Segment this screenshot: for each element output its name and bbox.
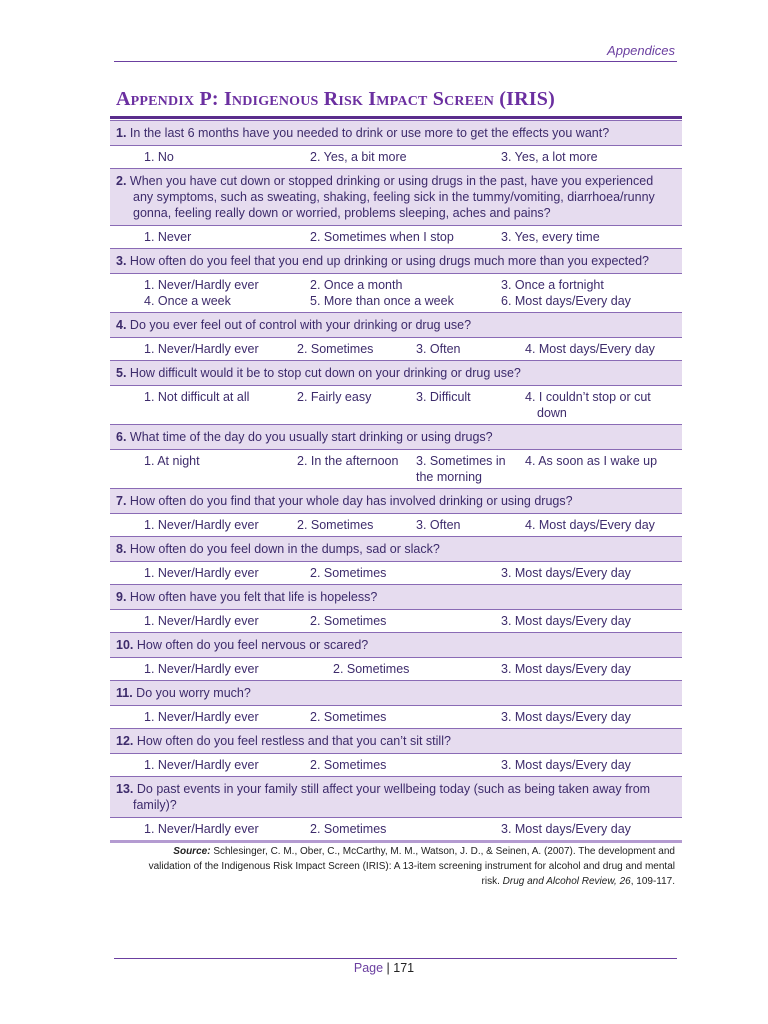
question-label: In the last 6 months have you needed to drink or use more to get the effects you want? — [129, 126, 610, 140]
answer-row — [110, 146, 682, 169]
answer-option: 1. At night — [144, 454, 200, 468]
source-citation — [140, 844, 675, 889]
question-number: 8. — [116, 542, 127, 556]
answer-option: 1. Never/Hardly ever — [144, 278, 259, 292]
question-label: How often do you feel nervous or scared? — [136, 638, 369, 652]
question-row — [110, 681, 682, 706]
question-row — [110, 361, 682, 386]
question-row — [110, 121, 682, 146]
question-text — [116, 781, 676, 813]
question-text — [116, 173, 676, 221]
answer-option: 3. Yes, a lot more — [501, 150, 598, 164]
question-row — [110, 425, 682, 450]
answer-options — [110, 341, 682, 357]
answer-option: 3. Most days/Every day — [501, 566, 631, 580]
question-number: 9. — [116, 590, 127, 604]
answer-option: 1. Never/Hardly ever — [144, 758, 259, 772]
answer-option: 1. Never/Hardly ever — [144, 822, 259, 836]
question-text — [116, 541, 676, 557]
question-number: 7. — [116, 494, 127, 508]
answer-option: 1. Never/Hardly ever — [144, 710, 259, 724]
answer-option: 2. In the afternoon — [297, 454, 399, 468]
question-label: How often do you find that your whole day has involved drinking or using drugs? — [129, 494, 573, 508]
answer-option: 6. Most days/Every day — [501, 294, 631, 308]
answer-option: 3. Most days/Every day — [501, 710, 631, 724]
question-text — [116, 429, 676, 445]
page-number: 171 — [393, 961, 415, 975]
header-divider — [114, 61, 677, 62]
running-header: Appendices — [607, 43, 675, 58]
source-text: Schlesinger, C. M., Ober, C., McCarthy, M. M., Watson, J. D., & Seinen, A. (2007). The development and validation of the Indigenous Risk Impact Screen (IRIS): A 13-item screening instrument for alcohol and drug and mental risk. — [148, 846, 675, 887]
question-label: Do past events in your family still affect your wellbeing today (such as being taken away from family)? — [133, 782, 651, 812]
question-row — [110, 169, 682, 226]
question-text — [116, 733, 676, 749]
answer-option: 3. Yes, every time — [501, 230, 600, 244]
answer-row — [110, 386, 682, 425]
question-text — [116, 637, 676, 653]
answer-option: 2. Sometimes — [297, 518, 374, 532]
footer-divider — [114, 958, 677, 959]
page-title: Appendix P: Indigenous Risk Impact Screen (IRIS) — [116, 88, 555, 110]
question-text — [116, 365, 676, 381]
question-row — [110, 729, 682, 754]
answer-row — [110, 818, 682, 841]
question-label: When you have cut down or stopped drinking or using drugs in the past, have you experienced any symptoms, such as sweating, shaking, feeling sick in the tummy/vomiting, diarrhoea/runny gonna, feeling really down or worried, problems sleeping, aches and pains? — [129, 174, 655, 220]
question-row — [110, 537, 682, 562]
answer-option: 3. Most days/Every day — [501, 614, 631, 628]
question-label: Do you worry much? — [136, 686, 251, 700]
answer-row — [110, 514, 682, 537]
question-row — [110, 489, 682, 514]
answer-option: 1. Never/Hardly ever — [144, 566, 259, 580]
question-label: Do you ever feel out of control with your drinking or drug use? — [129, 318, 472, 332]
answer-option: 1. Never/Hardly ever — [144, 518, 259, 532]
answer-row — [110, 226, 682, 249]
question-number: 11. — [116, 686, 133, 700]
question-number: 6. — [116, 430, 127, 444]
answer-option: 4. Most days/Every day — [525, 342, 655, 356]
source-label: Source: — [173, 846, 211, 857]
answer-option: 1. Never — [144, 230, 192, 244]
question-number: 3. — [116, 254, 127, 268]
question-text — [116, 125, 676, 141]
answer-row — [110, 274, 682, 313]
question-label: How difficult would it be to stop cut down on your drinking or drug use? — [129, 366, 521, 380]
question-row — [110, 249, 682, 274]
answer-option: 4. Most days/Every day — [525, 518, 655, 532]
answer-row — [110, 658, 682, 681]
question-text — [116, 589, 676, 605]
answer-option: 3. Most days/Every day — [501, 662, 631, 676]
question-number: 2. — [116, 174, 127, 188]
answer-option: 4. I couldn’t stop or cut down — [525, 390, 651, 420]
answer-options — [110, 565, 682, 581]
answer-option: 1. Never/Hardly ever — [144, 662, 259, 676]
question-number: 1. — [116, 126, 127, 140]
question-number: 10. — [116, 638, 134, 652]
source-journal: Drug and Alcohol Review, 26 — [502, 876, 631, 887]
answer-option: 2. Sometimes — [310, 566, 387, 580]
table-bottom-rule — [110, 840, 682, 843]
question-row — [110, 585, 682, 610]
answer-option: 2. Sometimes — [310, 758, 387, 772]
answer-row — [110, 562, 682, 585]
answer-option: 3. Often — [416, 518, 461, 532]
iris-questionnaire-table — [110, 120, 682, 840]
answer-options — [110, 821, 682, 837]
answer-options — [110, 277, 682, 309]
question-number: 13. — [116, 782, 134, 796]
question-number: 5. — [116, 366, 127, 380]
question-label: What time of the day do you usually start drinking or using drugs? — [129, 430, 493, 444]
answer-options — [110, 709, 682, 725]
answer-option: 5. More than once a week — [310, 294, 454, 308]
answer-options — [110, 661, 682, 677]
answer-options — [110, 149, 682, 165]
answer-option: 2. Sometimes — [333, 662, 410, 676]
answer-option: 1. No — [144, 150, 174, 164]
answer-option: 3. Sometimes in the morning — [416, 454, 506, 484]
question-row — [110, 313, 682, 338]
title-divider — [110, 116, 682, 119]
question-text — [116, 253, 676, 269]
question-label: How often do you feel restless and that you can’t sit still? — [136, 734, 451, 748]
page-footer — [0, 961, 768, 975]
answer-row — [110, 754, 682, 777]
answer-option: 2. Sometimes — [297, 342, 374, 356]
answer-option: 2. Fairly easy — [297, 390, 372, 404]
answer-option: 1. Never/Hardly ever — [144, 342, 259, 356]
answer-options — [110, 453, 682, 485]
answer-option: 2. Sometimes when I stop — [310, 230, 454, 244]
question-label: How often do you feel down in the dumps, sad or slack? — [129, 542, 440, 556]
question-number: 4. — [116, 318, 127, 332]
answer-option: 2. Sometimes — [310, 710, 387, 724]
answer-options — [110, 613, 682, 629]
question-label: How often do you feel that you end up drinking or using drugs much more than you expected? — [129, 254, 649, 268]
question-label: How often have you felt that life is hopeless? — [129, 590, 378, 604]
question-row — [110, 777, 682, 818]
answer-option: 2. Once a month — [310, 278, 403, 292]
answer-row — [110, 610, 682, 633]
page-label: Page — [353, 961, 384, 975]
answer-options — [110, 229, 682, 245]
answer-option: 3. Most days/Every day — [501, 822, 631, 836]
source-pages: , 109-117. — [630, 876, 675, 887]
answer-row — [110, 338, 682, 361]
answer-row — [110, 706, 682, 729]
question-number: 12. — [116, 734, 134, 748]
answer-option: 2. Sometimes — [310, 822, 387, 836]
page-separator: | — [386, 961, 390, 975]
answer-row — [110, 450, 682, 489]
answer-option: 4. As soon as I wake up — [525, 454, 658, 468]
question-row — [110, 633, 682, 658]
answer-option: 3. Often — [416, 342, 461, 356]
answer-option: 1. Not difficult at all — [144, 390, 250, 404]
question-text — [116, 317, 676, 333]
question-text — [116, 493, 676, 509]
answer-options — [110, 389, 682, 421]
answer-option: 2. Yes, a bit more — [310, 150, 407, 164]
answer-option: 4. Once a week — [144, 294, 231, 308]
answer-option: 3. Most days/Every day — [501, 758, 631, 772]
answer-option: 3. Once a fortnight — [501, 278, 604, 292]
answer-options — [110, 757, 682, 773]
answer-option: 1. Never/Hardly ever — [144, 614, 259, 628]
question-text — [116, 685, 676, 701]
answer-option: 3. Difficult — [416, 390, 471, 404]
answer-option: 2. Sometimes — [310, 614, 387, 628]
answer-options — [110, 517, 682, 533]
